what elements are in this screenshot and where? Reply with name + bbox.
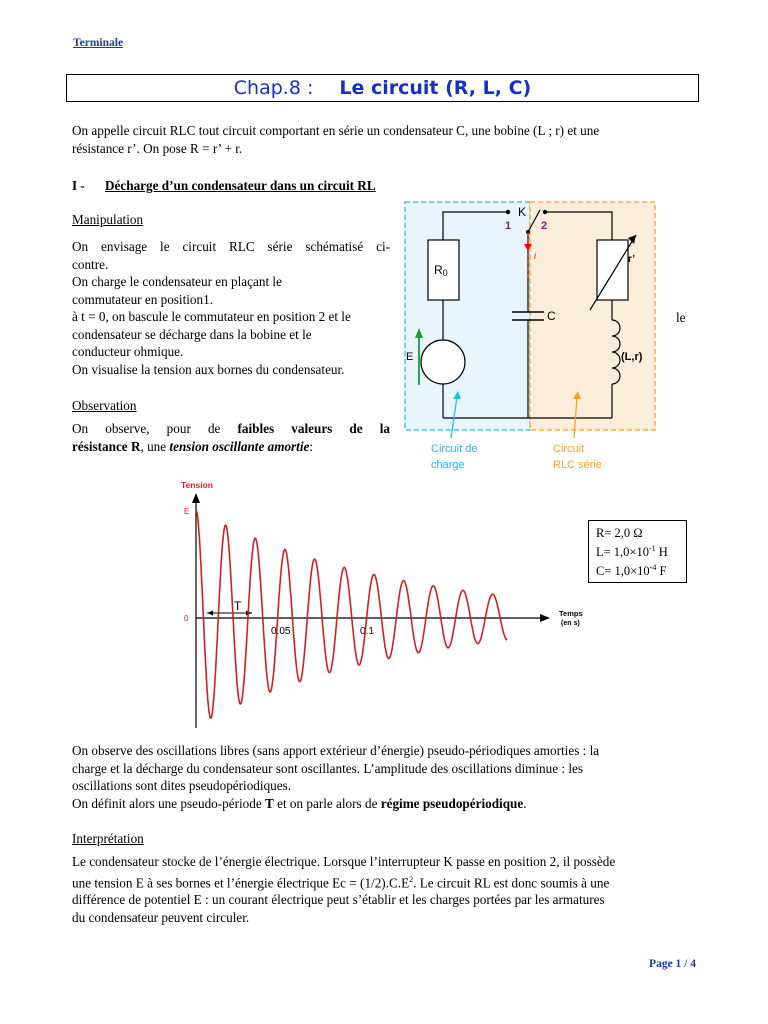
obs-bold-italic: tension oscillante amortie — [169, 438, 310, 454]
interpretation-text — [72, 853, 697, 926]
charge-circuit-region — [405, 202, 530, 430]
interpretation-heading: Interprétation — [72, 831, 144, 846]
label-i: i — [534, 251, 536, 261]
para-line: On observe des oscillations libres (sans apport extérieur d’énergie) pseudo-périodiques amorties : la — [72, 743, 600, 758]
label-lr: (L,r) — [621, 351, 643, 363]
x-tick-005: 0.05 — [271, 626, 291, 637]
y-tick-0: 0 — [184, 614, 189, 623]
manip-line: condensateur se décharge dans la bobine et le — [72, 326, 312, 342]
caption-charge: charge — [431, 459, 465, 471]
param-c: $C= 1,0\times 10^{-4}$ F — [596, 563, 667, 579]
y-axis-label: Tension — [181, 480, 213, 490]
para-line: Le condensateur stocke de l’énergie électrique. Lorsque l’interrupteur K passe en position 2, il possède — [72, 854, 616, 869]
para-line: du condensateur peuvent circuler. — [72, 909, 250, 925]
obs-bold: faibles valeurs de la — [237, 421, 390, 436]
observation-conclusion — [72, 742, 697, 812]
caption-rlc: Circuit — [553, 443, 585, 455]
page-number: Page 1 / 4 — [649, 958, 696, 970]
chapter-name: Le circuit (R, L, C) — [339, 77, 532, 99]
voltage-curve — [196, 510, 507, 718]
intro-line: résistance r’. On pose R = r’ + r. — [72, 140, 243, 156]
level-label: Terminale — [73, 37, 124, 49]
circuit-parameters — [588, 520, 687, 583]
stray-word: le — [676, 310, 686, 325]
x-axis-label: Temps — [559, 609, 583, 618]
manip-line: On envisage le circuit RLC série schématisé ci- — [72, 239, 390, 254]
label-c: C — [547, 309, 556, 323]
label-k: K — [518, 205, 527, 219]
caption-charge: Circuit de — [431, 443, 478, 455]
generator-e — [421, 340, 465, 384]
para-line: charge et la décharge du condensateur sont oscillantes. L’amplitude des oscillations diminue : les — [72, 760, 584, 776]
label-r0: R0 — [434, 263, 448, 278]
manip-line: commutateur en position1. — [72, 291, 214, 307]
manip-line: On charge le condensateur en plaçant le — [72, 274, 282, 289]
contact-1 — [506, 210, 510, 214]
manipulation-heading: Manipulation — [72, 212, 144, 227]
section-number: I - — [72, 178, 85, 193]
x-tick-01: 0.1 — [360, 626, 374, 637]
chapter-number: Chap.8 : — [233, 77, 314, 99]
caption-rlc: RLC série — [553, 459, 602, 471]
para-line: oscillations sont dites pseudopériodiques. — [72, 778, 292, 793]
label-pos1: 1 — [505, 220, 512, 232]
obs-text: : — [309, 438, 314, 454]
label-e: E — [406, 351, 414, 363]
param-r: R= 2,0 Ω — [596, 526, 643, 540]
manip-line: conducteur ohmique. — [72, 344, 184, 359]
x-axis-arrow — [540, 614, 550, 622]
x-axis-label-unit: (en s) — [561, 620, 580, 627]
damped-oscillation-chart — [160, 476, 600, 734]
manip-line: contre. — [72, 256, 109, 272]
intro-line: On appelle circuit RLC tout circuit comportant en série un condensateur C, une bobine (L ; r) et une — [72, 123, 600, 138]
contact-2 — [543, 210, 547, 214]
manip-line: à t = 0, on bascule le commutateur en position 2 et le — [72, 309, 351, 324]
para-line: une tension E à ses bornes et l’énergie électrique $Ec = (1/2).C.E^2$. Le circuit RL est donc soumis à une — [72, 874, 610, 890]
observation-heading: Observation — [72, 398, 137, 413]
label-pos2: 2 — [541, 220, 548, 232]
obs-text: On observe, pour de — [72, 421, 238, 436]
y-axis-arrow — [192, 493, 200, 503]
rlc-circuit-diagram — [0, 0, 768, 480]
param-l: $L= 1,0\times 10^{-1}$ H — [596, 544, 668, 560]
obs-text: , une — [140, 438, 170, 454]
y-tick-e: E — [184, 507, 190, 516]
obs-bold: résistance R — [72, 438, 141, 454]
period-label: T — [234, 599, 242, 613]
para-line: différence de potentiel E : un courant électrique peut s’établir et les charges portées par les armatures — [72, 892, 605, 908]
label-r-prime: r’ — [628, 254, 636, 265]
para-line: On définit alors une pseudo-période T et on parle alors de régime pseudopériodique. — [72, 795, 527, 811]
section-title: Décharge d’un condensateur dans un circuit RL — [105, 178, 376, 193]
manip-line: On visualise la tension aux bornes du condensateur. — [72, 361, 345, 377]
